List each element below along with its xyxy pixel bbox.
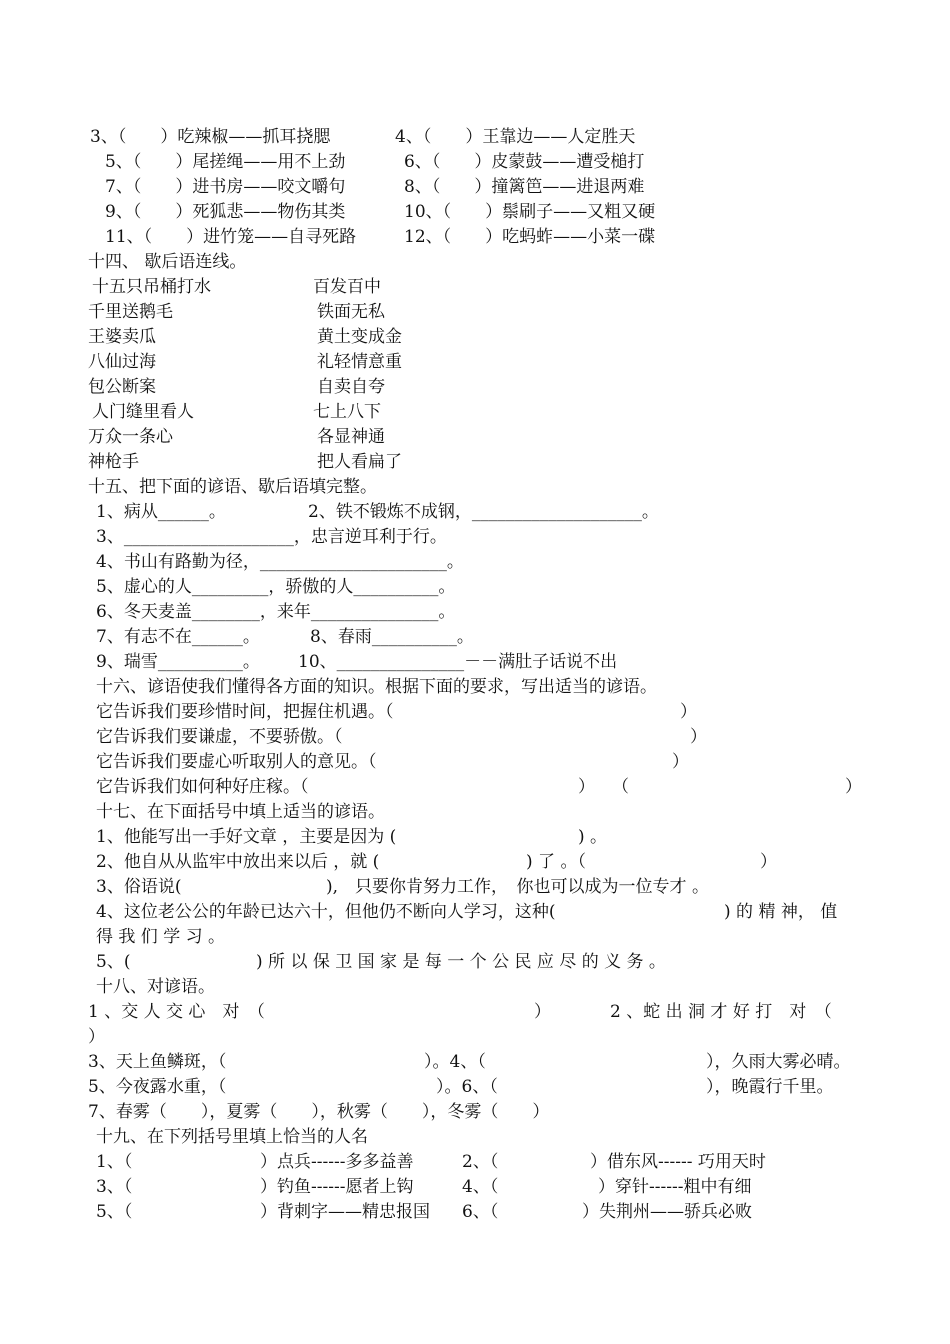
sec17-question-1: 1、他能写出一手好文章 ，主要是因为 ( (96, 827, 397, 847)
sec13-item-3: 3、（ ）吃辣椒——抓耳挠腮 (90, 127, 331, 147)
sec17-question-4-cont: 得 我 们 学 习 。 (96, 927, 226, 947)
sec13-item-4: 4、（ ）王靠边——人定胜天 (395, 127, 636, 147)
sec18-question-3: 3、天上鱼鳞斑，（ (88, 1052, 227, 1072)
sec19-question-1-end: ）点兵------多多益善 (260, 1152, 414, 1172)
sec14-left-item: 人门缝里看人 (92, 402, 194, 422)
sec13-item-10: 10、（ ）鬃刷子——又粗又硬 (404, 202, 656, 222)
sec17-title: 十七、在下面括号中填上适当的谚语。 (96, 802, 385, 822)
sec14-right-item: 各显神通 (317, 427, 385, 447)
sec17-question-3-end: ), 只要你肯努力工作， 你也可以成为一位专才 。 (326, 877, 709, 897)
sec18-question-4-end: ），久雨大雾必晴。 (706, 1052, 851, 1072)
sec15-item-9: 9、瑞雪__________。 (96, 652, 260, 672)
sec17-question-4: 4、这位老公公的年龄已达六十，但他仍不断向人学习，这种( (96, 902, 556, 922)
close-paren: ） (680, 702, 697, 722)
sec19-question-5: 5、（ (96, 1202, 133, 1222)
sec19-question-3: 3、（ (96, 1177, 133, 1197)
sec14-left-item: 万众一条心 (88, 427, 173, 447)
sec17-question-3: 3、俗语说( (96, 877, 182, 897)
sec19-question-3-end: ）钓鱼------愿者上钩 (260, 1177, 414, 1197)
sec18-question-1: 1 、交 人 交 心 对 （ (88, 1002, 265, 1022)
sec13-item-7: 7、（ ）进书房——咬文嚼句 (105, 177, 346, 197)
sec15-item-6: 6、冬天麦盖________，来年_______________。 (96, 602, 456, 622)
sec16-question-1: 它告诉我们要珍惜时间，把握住机遇。（ (96, 702, 394, 722)
sec16-question-2: 它告诉我们要谦虚，不要骄傲。（ (96, 727, 343, 747)
sec19-question-2: 2、（ (462, 1152, 499, 1172)
sec15-item-7: 7、有志不在______。 (96, 627, 260, 647)
sec14-right-item: 七上八下 (313, 402, 381, 422)
sec13-item-11: 11、（ ）进竹笼——自寻死路 (105, 227, 357, 247)
sec15-item-8: 8、春雨__________。 (310, 627, 474, 647)
sec14-left-item: 千里送鹅毛 (88, 302, 173, 322)
sec18-question-2: 2 、蛇 出 洞 才 好 打 对 （ (610, 1002, 832, 1022)
sec17-question-4-end: ) 的 精 神， 值 (724, 902, 838, 922)
sec18-title: 十八、对谚语。 (96, 977, 215, 997)
sec19-question-5-end: ）背刺字——精忠报国 (260, 1202, 430, 1222)
sec13-item-5: 5、（ ）尾搓绳——用不上劲 (105, 152, 346, 172)
sec17-question-1-end: ) 。 (578, 827, 608, 847)
sec15-item-1: 1、病从______。 (96, 502, 226, 522)
sec15-item-4: 4、书山有路勤为径，______________________。 (96, 552, 464, 572)
sec18-question-6-end: ），晚霞行千里。 (706, 1077, 834, 1097)
sec15-item-2: 2、铁不锻炼不成钢，____________________。 (308, 502, 659, 522)
sec14-left-item: 神枪手 (88, 452, 139, 472)
sec13-item-9: 9、（ ）死狐悲——物伤其类 (105, 202, 346, 222)
close-paren: ） (672, 752, 689, 772)
sec19-title: 十九、在下列括号里填上恰当的人名 (96, 1127, 368, 1147)
close-paren: ） (578, 777, 595, 797)
sec19-question-4-end: ）穿针------粗中有细 (598, 1177, 752, 1197)
sec16-question-4: 它告诉我们如何种好庄稼。（ (96, 777, 309, 797)
sec17-question-2-mid: ) 了 。（ (526, 852, 586, 872)
sec14-right-item: 百发百中 (313, 277, 381, 297)
close-paren: ） (690, 727, 707, 747)
close-paren: ） (845, 777, 862, 797)
sec14-right-item: 黄土变成金 (317, 327, 402, 347)
sec13-item-12: 12、（ ）吃蚂蚱——小菜一碟 (404, 227, 656, 247)
sec16-question-3: 它告诉我们要虚心听取别人的意见。（ (96, 752, 377, 772)
sec16-title: 十六、谚语使我们懂得各方面的知识。根据下面的要求，写出适当的谚语。 (96, 677, 657, 697)
sec14-right-item: 铁面无私 (317, 302, 385, 322)
sec14-right-item: 把人看扁了 (317, 452, 402, 472)
sec15-title: 十五、把下面的谚语、歇后语填完整。 (88, 477, 377, 497)
sec15-item-5: 5、虚心的人_________，骄傲的人__________。 (96, 577, 456, 597)
sec15-item-10: 10、_______________－－满肚子话说不出 (298, 652, 618, 672)
sec14-right-item: 礼轻情意重 (317, 352, 402, 372)
sec19-question-6-end: ）失荆州——骄兵必败 (582, 1202, 752, 1222)
sec14-right-item: 自卖自夸 (317, 377, 385, 397)
sec18-question-6: ）。6、（ (436, 1077, 498, 1097)
sec19-question-1: 1、（ (96, 1152, 133, 1172)
sec14-left-item: 十五只吊桶打水 (92, 277, 211, 297)
sec17-question-5-end: ) 所 以 保 卫 国 家 是 每 一 个 公 民 应 尽 的 义 务 。 (256, 952, 666, 972)
sec19-question-2-end: ）借东风------ 巧用天时 (590, 1152, 766, 1172)
sec18-question-5: 5、今夜露水重，（ (88, 1077, 227, 1097)
open-paren: （ (612, 777, 629, 797)
sec19-question-4: 4、（ (462, 1177, 499, 1197)
sec14-left-item: 包公断案 (88, 377, 156, 397)
close-paren: ） (534, 1002, 551, 1022)
sec14-left-item: 八仙过海 (88, 352, 156, 372)
sec18-question-7: 7、春雾（ ），夏雾（ ），秋雾（ ），冬雾（ ） (88, 1102, 550, 1122)
sec18-question-4: ）。4、（ (424, 1052, 486, 1072)
sec14-left-item: 王婆卖瓜 (88, 327, 156, 347)
close-paren: ） (760, 852, 777, 872)
sec15-item-3: 3、____________________，忠言逆耳利于行。 (96, 527, 447, 547)
sec14-title: 十四、 歇后语连线。 (88, 252, 247, 272)
close-paren: ） (88, 1027, 105, 1047)
sec13-item-6: 6、（ ）皮蒙鼓——遭受槌打 (404, 152, 645, 172)
sec19-question-6: 6、（ (462, 1202, 499, 1222)
sec17-question-5: 5、( (96, 952, 131, 972)
sec13-item-8: 8、（ ）撞篱笆——进退两难 (404, 177, 645, 197)
sec17-question-2: 2、他自从从监牢中放出来以后 ，就 ( (96, 852, 380, 872)
